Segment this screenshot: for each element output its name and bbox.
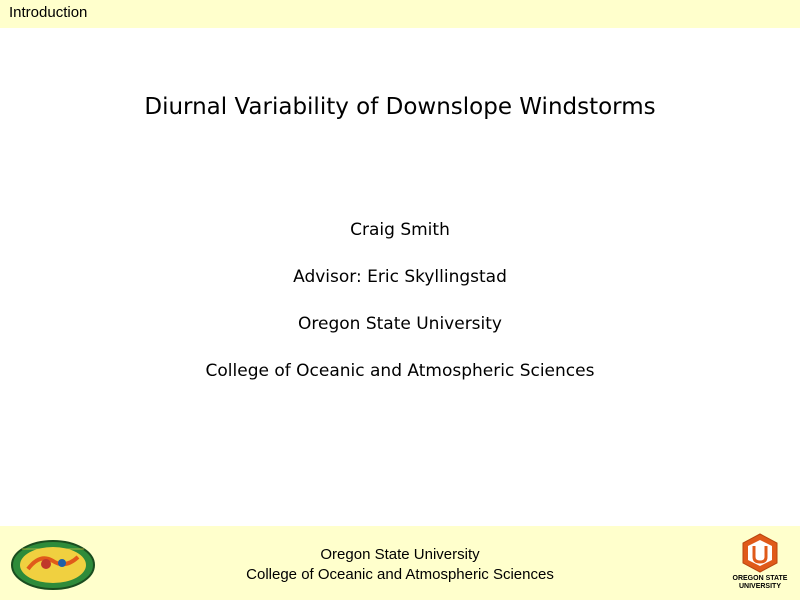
university-line: Oregon State University xyxy=(298,314,502,334)
footer-university: Oregon State University xyxy=(320,546,480,563)
osu-wordmark-line2: UNIVERSITY xyxy=(738,583,781,590)
author-name: Craig Smith xyxy=(350,220,450,240)
author-block xyxy=(0,218,800,406)
section-label: Introduction xyxy=(9,4,88,21)
osu-logo-icon xyxy=(727,532,793,598)
header-bar xyxy=(0,0,800,28)
osu-wordmark xyxy=(727,575,793,591)
footer-text xyxy=(0,545,800,585)
osu-wordmark-line1: OREGON STATE xyxy=(732,575,788,582)
advisor-line: Advisor: Eric Skyllingstad xyxy=(293,267,507,287)
footer-college: College of Oceanic and Atmospheric Sciences xyxy=(246,566,554,583)
slide-title: Diurnal Variability of Downslope Windstorms xyxy=(144,94,656,120)
college-line: College of Oceanic and Atmospheric Sciences xyxy=(205,361,595,381)
